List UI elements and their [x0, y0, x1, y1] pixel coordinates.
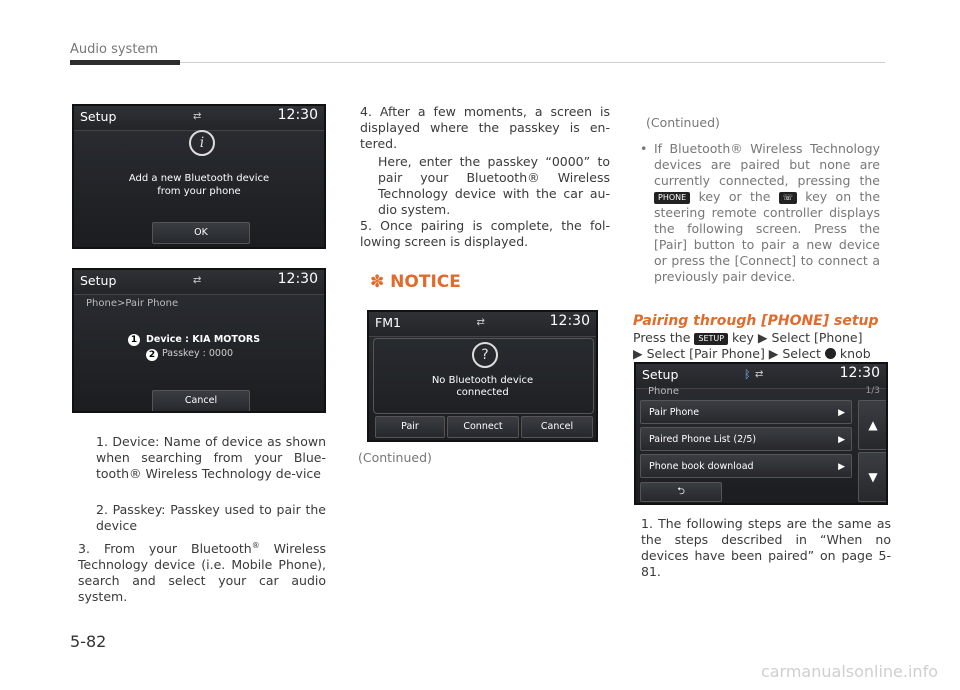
menu-item-paired-phone-list[interactable]: Paired Phone List (2/5) ▶ — [640, 427, 852, 451]
screen-phone-menu — [634, 362, 888, 505]
usb-icon: ⇄ — [476, 317, 485, 328]
pair-button[interactable]: Pair — [375, 416, 445, 438]
call-key-icon: ☏ — [779, 192, 797, 204]
step-1: 1. The following steps are the same as the steps described in “When no devices have been paired” on page 5-81. — [641, 516, 891, 579]
scroll-up-button[interactable]: ▲ — [858, 400, 888, 450]
callout-badge-2: 2 — [146, 349, 158, 361]
press-setup-instruction: Press the SETUP key ▶ Select [Phone] ▶ Select [Pair Phone] ▶ Select knob — [633, 330, 871, 361]
step-4-detail: Here, enter the passkey “0000” to pair your Bluetooth® Wireless Technology device with the car au-dio system. — [378, 154, 610, 217]
usb-icon: ⇄ — [193, 275, 202, 286]
breadcrumb: Phone>Pair Phone — [86, 298, 179, 309]
screen-title: Setup — [80, 109, 117, 124]
cancel-button[interactable]: Cancel — [152, 390, 250, 412]
menu-item-phone-book-download[interactable]: Phone book download ▶ — [640, 454, 852, 478]
list-item-1: 1. Device: Name of device as shown when searching from your Blue-tooth® Wireless Technology de-vice — [96, 434, 326, 481]
setup-key-icon: SETUP — [694, 333, 728, 345]
screen-title: FM1 — [375, 315, 401, 330]
knob-icon — [825, 348, 836, 359]
screen-title: Setup — [80, 273, 117, 288]
continued-label: (Continued) — [358, 450, 432, 465]
bullet-note: • If Bluetooth® Wireless Technology devices are paired but none are currently connected, pressing the PHONE key or the ☏ key on the steering remote controller displays the following screen. Press the [Pair] button to pair a new device or press the [Connect] to connect a previously pair device. — [640, 141, 881, 284]
usb-icon: ⇄ — [193, 111, 202, 122]
bluetooth-icon: ᛒ — [744, 368, 751, 381]
screen-title: Setup — [642, 367, 679, 382]
arrow-right-icon: ▶ — [838, 462, 845, 472]
pairing-heading: Pairing through [PHONE] setup — [633, 313, 879, 329]
ok-button[interactable]: OK — [152, 222, 250, 244]
notice-heading: ✽ NOTICE — [370, 272, 461, 292]
scroll-down-button[interactable]: ▼ — [858, 452, 888, 502]
continued-label: (Continued) — [646, 115, 720, 130]
list-item-2: 2. Passkey: Passkey used to pair the device — [96, 502, 326, 533]
screen-header — [369, 312, 596, 337]
message-line-1: Add a new Bluetooth device — [128, 173, 270, 184]
device-name: Device : KIA MOTORS — [146, 334, 261, 345]
page-indicator: 1/3 — [865, 386, 880, 396]
passkey: Passkey : 0000 — [162, 348, 234, 359]
arrow-right-icon: ▶ — [838, 408, 845, 418]
connect-button[interactable]: Connect — [447, 416, 519, 438]
screen-time: 12:30 — [549, 313, 590, 329]
phone-key-icon: PHONE — [654, 192, 690, 204]
section-title: Audio system — [70, 42, 159, 57]
screen-time: 12:30 — [839, 365, 880, 381]
usb-icon: ⇄ — [755, 369, 764, 380]
breadcrumb: Phone — [648, 386, 679, 397]
cancel-button[interactable]: Cancel — [521, 416, 593, 438]
callout-badge-1: 1 — [128, 334, 140, 346]
info-icon: i — [189, 130, 215, 156]
screen-add-device — [72, 104, 326, 249]
step-4: 4. After a few moments, a screen is displayed where the passkey is en-tered. — [360, 104, 610, 151]
screen-fm-no-device — [367, 310, 598, 442]
step-5: 5. Once pairing is complete, the fol-lowing screen is displayed. — [360, 218, 610, 249]
back-arrow-icon: ⮌ — [677, 486, 685, 497]
screen-time: 12:30 — [277, 271, 318, 287]
question-icon: ? — [472, 342, 498, 368]
section-rule — [180, 62, 885, 63]
watermark: carmanualsonline.info — [760, 662, 938, 681]
arrow-right-icon: ▶ — [838, 435, 845, 445]
screen-pair-phone — [72, 268, 326, 413]
section-bar — [70, 60, 180, 65]
back-button[interactable] — [640, 482, 722, 502]
screen-time: 12:30 — [277, 107, 318, 123]
page-number: 5-82 — [70, 632, 107, 651]
message-line-2: from your phone — [157, 186, 241, 197]
screen-header — [74, 270, 324, 295]
message-line-1: No Bluetooth device — [431, 375, 534, 386]
menu-item-pair-phone[interactable]: Pair Phone ▶ — [640, 400, 852, 424]
list-item-3: 3. From your Bluetooth® Wireless Technology device (i.e. Mobile Phone), search and select your car audio system. — [78, 541, 326, 605]
screen-header — [74, 106, 324, 131]
message-line-2: connected — [456, 387, 509, 398]
